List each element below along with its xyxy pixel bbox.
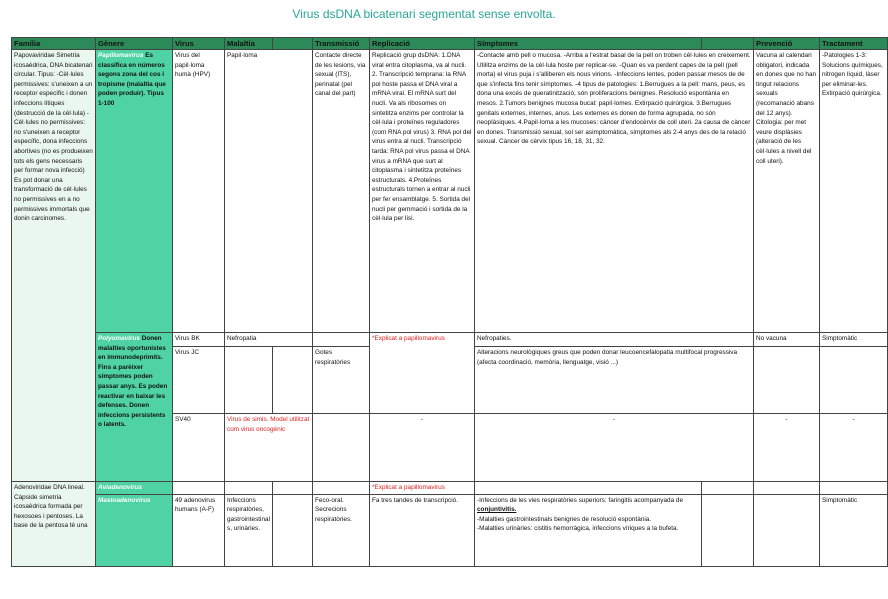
treatment-avi — [820, 482, 888, 495]
header-replicacio: Replicació — [370, 38, 475, 50]
table-row — [12, 494, 888, 566]
replication-adeno: Fa tres tandes de transcripció. — [370, 494, 475, 566]
prevention-hpv: Vacuna al calendari obligatori, indicada en dones que no han tingut relacions sexuals (recomanació abans del 12 anys). Citologia: per met veure displàsies (alteració de les cèl·lules a nivell del coll uteri). — [754, 50, 820, 333]
genus-desc: Donen malalties oportunistes en immunodeprimits. Fins a parèixer símptomes poden passar anys. Es poden reactivar en baixar les defenses. Donen infeccions persistents o latents. — [98, 335, 168, 429]
virus-bk: Virus BK — [173, 333, 225, 347]
symptoms-avi-extra — [702, 482, 754, 495]
prevention-avi — [754, 482, 820, 495]
disease-avi — [225, 482, 273, 495]
family-adenoviridae: Adenoviridae DNA lineal. Càpside simetria icosaèdrica formada per hexosoes i pentoses. La base de la pentosa té una — [12, 482, 96, 567]
family-papovaviridae: Papovaviridae Simetria icosaèdrica, DNA bicatenari circular. Tipus: -Cèl·lules permissives: s'uneixen a un receptor específic i donen infeccions lítiques (destrucció de la cèl·lula) -Cèl·lules no permissives: no s'uneixen a receptor específic, dona infeccions abortives (no es produeixen tots els gens necessaris per formar nova infecció) Es pot donar una transformació de cèl·lules no permissives en a no permissives immortals que donin carcinomes. — [12, 50, 96, 482]
disease-bk: Nefropatia — [225, 333, 313, 347]
replication-avi: *Explicat a papillomavirus — [370, 482, 475, 495]
header-virus: Virus — [173, 38, 225, 50]
treatment-bk: Simptomàtic — [820, 333, 888, 347]
prevention-jc — [754, 347, 820, 414]
symptoms-sv40: - — [475, 414, 754, 482]
treatment-sv40: - — [820, 414, 888, 482]
header-malaltia: Malaltia — [225, 38, 273, 50]
symptoms-highlight: conjuntivitis. — [477, 506, 517, 514]
symptoms-jc: Alteracions neurològiques greus que poden donar leucoencefalopatia multifocal progressiva (afecta coordinació, memòria, llenguatge, visió ...) — [475, 347, 754, 414]
virus-avi — [173, 482, 225, 495]
header-simptomes: Símptomes — [475, 38, 702, 50]
replication-sv40: - — [370, 414, 475, 482]
symptoms-bk: Nefropaties. — [475, 333, 754, 347]
prevention-adeno — [754, 494, 820, 566]
symptoms-hpv: -Contacte amb pell o mucosa. -Arriba a l'estrat basal de la pell on troben cèl·lules en creixement. Utilitza enzims de la cèl·lula hoste per replicar-se. -Quan es va perdent capes de la pell (pell morta) el virus puja i s'alliberen els nous virions. -Infeccions lentes, poden passar mesos de de que s'infecta fins tenir símptomes. -4 tipus de patologies: 1.Berrugues a la pell: mans, peus, es dona una excés de queratinització, són proliferacions benignes. Resolució espontània en mesos. 2.Tumors benignes mucosa bucal: papil·lomes. Extirpació quirúrgica. 3.Berrugues genitals externes, internes, anus. Les externes es donen de forma agrupada, no són neoplàsiques. 4.Papil·loma a les mucoses: càncer d'endocèrvix de coll uteri. 2a causa de càncer en dones. Transmissió sexual, sol ser asimptomàtica, símptomes als 2-4 anys des de la relació sexual. Càncer de cèrvix tipus 16, 18, 31, 32. — [475, 50, 754, 333]
disease-adeno-extra — [273, 494, 313, 566]
genus-desc: Es classifica en números segons zona del cos i tropisme (malaltia que poden produir). Tipus 1-100 — [98, 52, 166, 107]
disease-adeno: Infeccions respiratòries, gastrointestinals, urinàries. — [225, 494, 273, 566]
prevention-sv40: - — [754, 414, 820, 482]
prevention-bk: No vacuna — [754, 333, 820, 347]
virus-sv40: SV40 — [173, 414, 225, 482]
treatment-jc — [820, 347, 888, 414]
table-row — [12, 482, 888, 495]
table-row — [12, 50, 888, 333]
genus-aviadenovirus — [96, 482, 173, 495]
header-familia: Família — [12, 38, 96, 50]
transmission-sv40 — [313, 414, 370, 482]
treatment-adeno: Simptomàtic — [820, 494, 888, 566]
symptoms-adeno-extra — [702, 494, 754, 566]
genus-name: Mastoadenovirus — [98, 496, 151, 504]
replication-dsdna: Replicació grup dsDNA: 1.DNA viral entra citoplasma, va al nucli. 2. Transcripció temprana: la RNA pol hoste passa el DNA viral a mRNA viral. El mRNA surt del nucli. Va als ribosomes on sintetitza enzims per controlar la cèl·lula i proteïnes reguladores (com RNA pol virus) 3. RNA pol del virus entra al nucli. Transcripció tarda: RNA pol virus passa el DNA virus a mRNA que surt al citoplasma i sintetitza proteïnes estructurals. 4.Proteïnes estructurals tornen a entrar al nucli per fer ensamblatge. 5. Sortida del nucli per gemmació i sortida de la cèl·lula per lisi. — [370, 50, 475, 333]
header-tractament: Tractament — [820, 38, 888, 50]
transmission-jc: Gotes respiratòries — [313, 347, 370, 414]
replication-bk: *Explicat a papillomavirus — [370, 333, 475, 414]
virus-hpv: Virus del papil·loma humà (HPV) — [173, 50, 225, 333]
header-empty-1 — [273, 38, 313, 50]
symptoms-avi — [475, 482, 702, 495]
header-transmissio: Transmissió — [313, 38, 370, 50]
genus-mastoadenovirus — [96, 494, 173, 566]
genus-polyomavirus — [96, 333, 173, 482]
genus-papillomavirus — [96, 50, 173, 333]
disease-papilloma: Papil·loma — [225, 50, 313, 333]
transmission-bk — [313, 333, 370, 347]
virus-adeno: 49 adenovirus humans (A-F) — [173, 494, 225, 566]
genus-name: Aviadenovirus — [98, 484, 143, 491]
header-genere: Gènere — [96, 38, 173, 50]
virus-table — [11, 37, 888, 567]
transmission-hpv: Contacte directe de les lesions, via sexual (ITS), perinatal (pel canal del part) — [313, 50, 370, 333]
genus-name: Papillomavirus — [98, 52, 144, 59]
genus-name: Polyomavirus — [98, 335, 140, 342]
symptoms-line: -Malalties urinàries: cistitis hemorràgica, infeccions víriques a la bufeta. — [477, 525, 679, 533]
disease-jc-extra — [273, 347, 313, 414]
disease-sv40: Virus de simis. Model utilitzat com virus oncogènic — [225, 414, 313, 482]
symptoms-line: -Infeccions de les vies respiratòries superiors: faringitis acompanyada de — [477, 496, 684, 504]
transmission-adeno: Feco-oral. Secrecions respiratòries. — [313, 494, 370, 566]
table-row — [12, 333, 888, 347]
treatment-hpv: -Patologies 1-3: Solucions químiques, nitrogen líquid, làser per eliminar-les. Extirpació quirúrgica. — [820, 50, 888, 333]
disease-jc — [225, 347, 273, 414]
table-header-row — [12, 38, 888, 50]
symptoms-adeno — [475, 494, 702, 566]
disease-avi-extra — [273, 482, 313, 495]
virus-jc: Virus JC — [173, 347, 225, 414]
transmission-avi — [313, 482, 370, 495]
header-prevencio: Prevenció — [754, 38, 820, 50]
symptoms-line: -Malalties gastrointestinals benignes de resolució espontània. — [477, 515, 652, 523]
header-empty-2 — [702, 38, 754, 50]
document-title: Virus dsDNA bicatenari segmentat sense envolta. — [292, 7, 556, 21]
